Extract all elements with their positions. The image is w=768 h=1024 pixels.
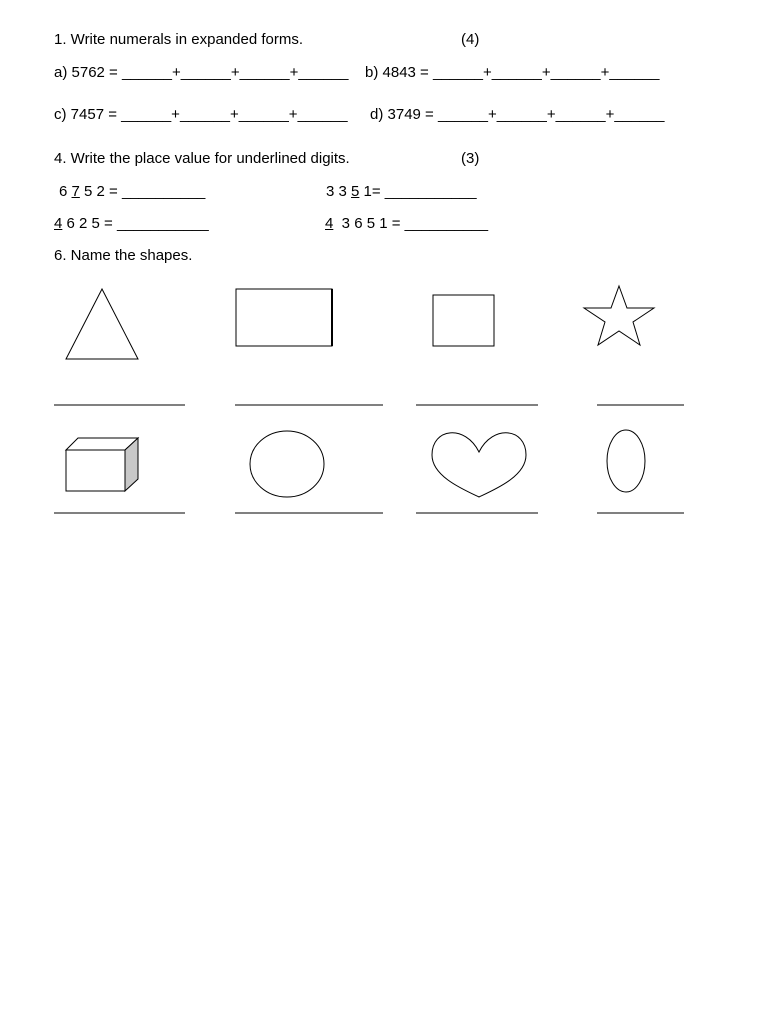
- q4-title: 4. Write the place value for underlined digits.: [54, 150, 350, 167]
- q4-marks: (3): [461, 150, 480, 167]
- q1-item-b: b) 4843 = ______+______+______+______: [365, 64, 660, 81]
- q1-item-d: d) 3749 = ______+______+______+______: [370, 106, 665, 123]
- q4-item-1-underlined-digit: 7: [71, 183, 80, 200]
- heart-shape: [432, 433, 526, 497]
- q4-item-3-underlined-digit: 4: [54, 215, 63, 232]
- q4-item-4-post: 3 6 5 1 = __________: [333, 215, 489, 232]
- q4-item-3-post: 6 2 5 = ___________: [62, 215, 209, 232]
- cuboid-shape: [66, 438, 138, 491]
- q4-item-2-post: 1= ___________: [359, 183, 477, 200]
- q4-item-4-underlined-digit: 4: [325, 215, 334, 232]
- q4-item-1-post: 5 2 = __________: [79, 183, 206, 200]
- rectangle-shape: [236, 289, 332, 346]
- q4-item-2-underlined-digit: 5: [351, 183, 360, 200]
- q4-item-1-pre: 6: [59, 183, 72, 200]
- circle-shape: [250, 431, 324, 497]
- q1-item-c: c) 7457 = ______+______+______+______: [54, 106, 348, 123]
- q4-item-2-pre: 3 3: [326, 183, 352, 200]
- q6-title: 6. Name the shapes.: [54, 247, 193, 264]
- star-shape: [584, 286, 654, 345]
- triangle-shape: [66, 289, 138, 359]
- oval-shape: [607, 430, 645, 492]
- square-shape: [433, 295, 494, 346]
- q1-marks: (4): [461, 31, 480, 48]
- q1-title: 1. Write numerals in expanded forms.: [54, 31, 304, 48]
- q1-item-a: a) 5762 = ______+______+______+______: [54, 64, 349, 81]
